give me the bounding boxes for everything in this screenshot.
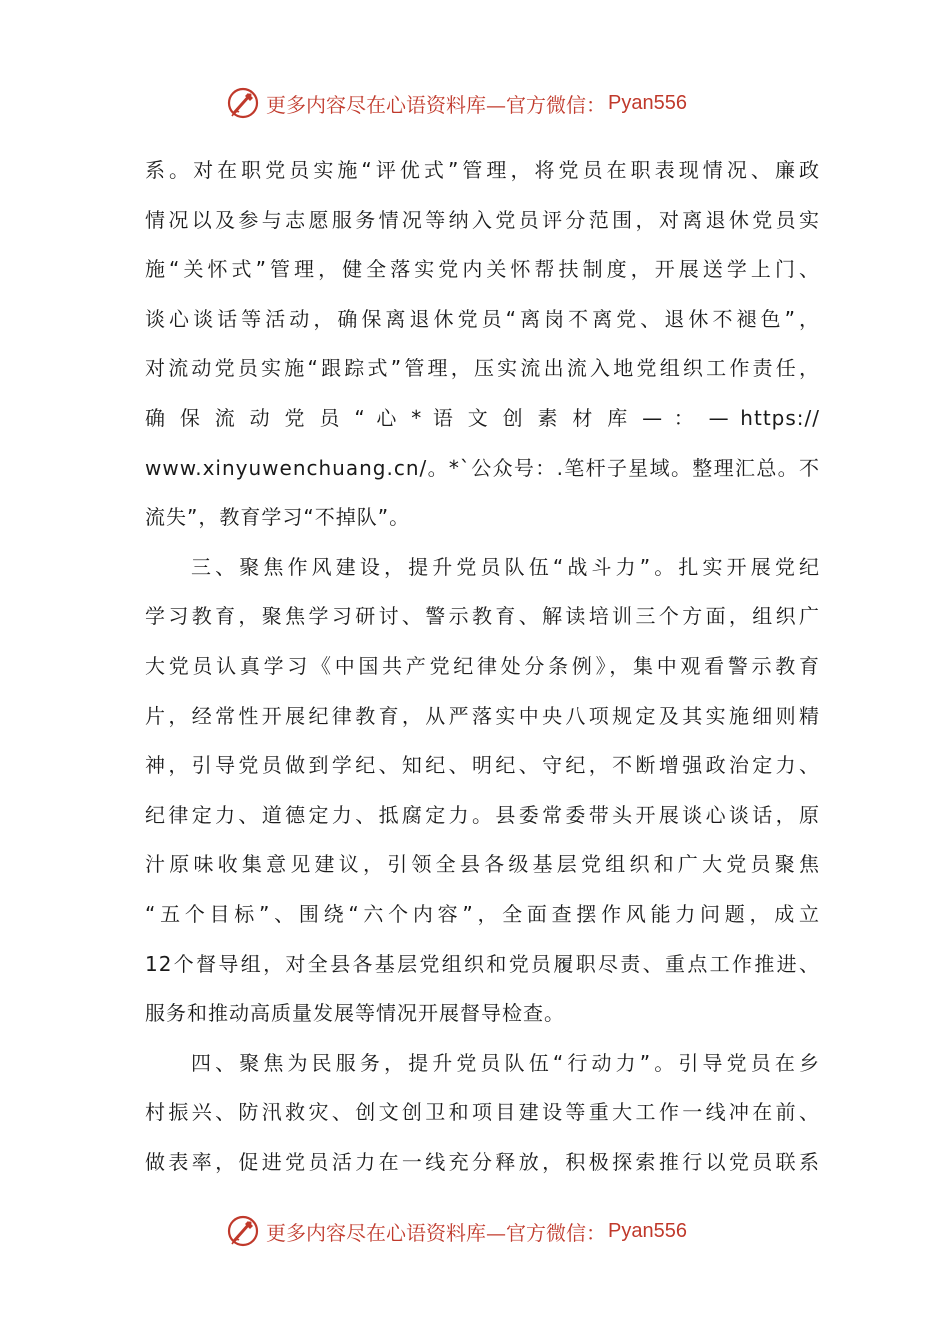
text-line-17: 12个督导组，对全县各基层党组织和党员履职尽责、重点工作推进、 [145,951,820,976]
text-line-3: 施“关怀式”管理，健全落实党内关怀帮扶制度，开展送学上门、 [145,257,820,282]
header-banner-text: 更多内容尽在心语资料库—官方微信： [266,92,606,117]
text-line-2: 情况以及参与志愿服务情况等纳入党员评分范围，对离退休党员实 [145,207,820,232]
text-line-10: 学习教育，聚焦学习研讨、警示教育、解读培训三个方面，组织广 [145,604,820,629]
text-line-7: www.xinyuwenchuang.cn/。*`公众号：.笔杆子星域。整理汇总。不 [145,455,820,480]
text-line-6: 确 保 流 动 党 员 “ 心 * 语 文 创 素 材 库 — ： — https:// [145,405,820,430]
pen-logo-icon [226,86,260,120]
pen-logo-icon [226,1214,260,1248]
footer-banner [226,1211,687,1251]
text-line-13: 神，引导党员做到学纪、知纪、明纪、守纪，不断增强政治定力、 [145,753,820,778]
header-banner [226,83,687,123]
text-line-5: 对流动党员实施“跟踪式”管理，压实流出流入地党组织工作责任， [145,356,820,381]
text-line-18: 服务和推动高质量发展等情况开展督导检查。 [145,1001,565,1026]
text-line-15: 汁原味收集意见建议，引领全县各级基层党组织和广大党员聚焦 [145,852,820,877]
text-line-11: 大党员认真学习《中国共产党纪律处分条例》，集中观看警示教育 [145,653,820,678]
text-line-8: 流失”，教育学习“不掉队”。 [145,505,411,530]
text-line-19: 四、聚焦为民服务，提升党员队伍“行动力”。引导党员在乡 [191,1050,820,1075]
text-line-1: 系。对在职党员实施“评优式”管理，将党员在职表现情况、廉政 [145,158,820,182]
text-line-12: 片，经常性开展纪律教育，从严落实中央八项规定及其实施细则精 [145,703,820,728]
footer-banner-handle: Pyan556 [608,1219,687,1242]
header-banner-handle: Pyan556 [608,91,687,114]
text-line-14: 纪律定力、道德定力、抵腐定力。县委常委带头开展谈心谈话，原 [145,802,820,827]
footer-banner-text: 更多内容尽在心语资料库—官方微信： [266,1220,606,1245]
text-line-20: 村振兴、防汛救灾、创文创卫和项目建设等重大工作一线冲在前、 [145,1100,820,1125]
text-line-9: 三、聚焦作风建设，提升党员队伍“战斗力”。扎实开展党纪 [191,554,820,579]
document-body [145,146,820,1187]
text-line-16: “五个目标”、围绕“六个内容”，全面查摆作风能力问题，成立 [145,901,820,926]
text-line-21: 做表率，促进党员活力在一线充分释放，积极探索推行以党员联系 [145,1149,820,1174]
text-line-4: 谈心谈话等活动，确保离退休党员“离岗不离党、退休不褪色”， [145,306,820,331]
